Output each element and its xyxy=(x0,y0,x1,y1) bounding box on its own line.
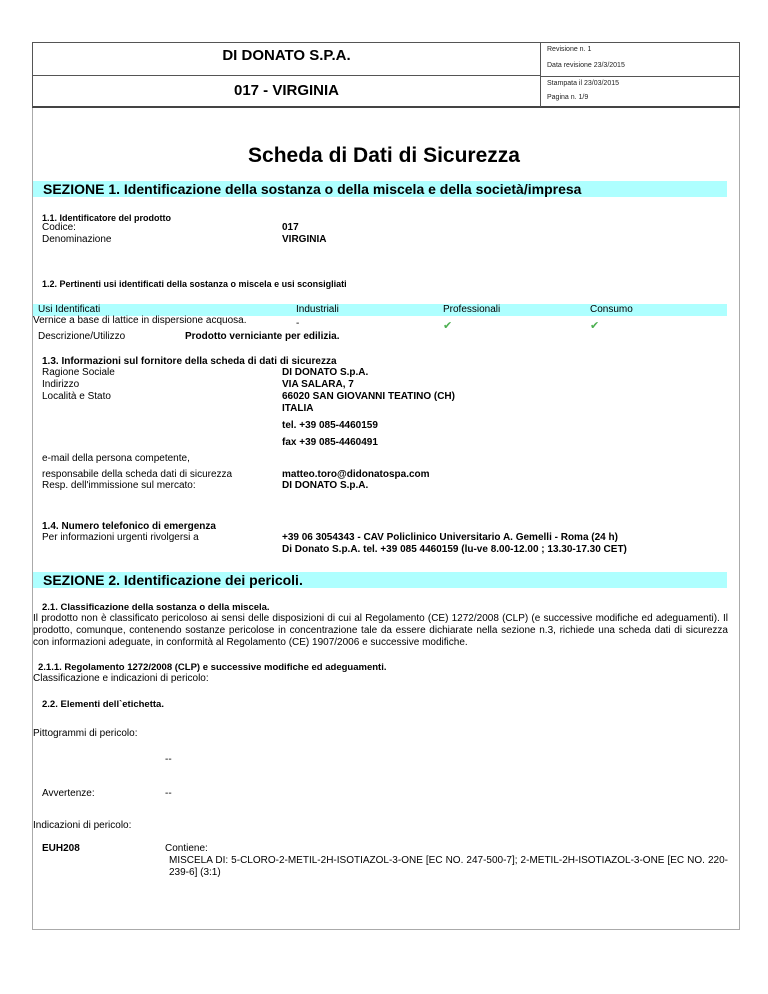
classification-paragraph: Il prodotto non è classificato pericoloso ai sensi delle disposizioni di cui al Regolamento (CE) 1272/2008 (CLP) (e successive modifiche ed adeguamenti). Il prodotto, comunque, contenendo sostanze pericolose in concentrazione tale da essere dichiarate nella sezione n.3, richiede una scheda dati di sicurezza con informazioni adeguate, in conformità al Regolamento (CE) 1907/2006 e successive modifiche. xyxy=(33,613,728,648)
heading-2-2: 2.2. Elementi dell`etichetta. xyxy=(42,699,164,710)
desc-value: Prodotto verniciante per edilizia. xyxy=(185,331,340,342)
pictograms-label: Pittogrammi di pericolo: xyxy=(33,728,138,739)
page-title: Scheda di Dati di Sicurezza xyxy=(248,144,520,167)
product-name: 017 - VIRGINIA xyxy=(33,76,541,107)
localita-label: Località e Stato xyxy=(42,391,111,402)
pictograms-value: -- xyxy=(165,754,172,765)
section-1-heading: SEZIONE 1. Identificazione della sostanza o della miscela e della società/impresa xyxy=(33,181,727,197)
market-value: DI DONATO S.p.A. xyxy=(282,480,369,491)
emergency-line-2: Di Donato S.p.A. tel. +39 085 4460159 (lu-ve 8.00-12.00 ; 13.30-17.30 CET) xyxy=(282,544,627,555)
market-label: Resp. dell'immissione sul mercato: xyxy=(42,480,196,491)
indirizzo-value: VIA SALARA, 7 xyxy=(282,379,354,390)
hazard-statements-label: Indicazioni di pericolo: xyxy=(33,820,132,831)
col-professionali: Professionali xyxy=(443,304,501,315)
desc-label: Descrizione/Utilizzo xyxy=(38,331,126,342)
contiene-label: Contiene: xyxy=(165,843,208,854)
check-icon: ✔ xyxy=(590,320,600,332)
codice-value: 017 xyxy=(282,222,299,233)
email-link[interactable]: matteo.toro@didonatospa.com xyxy=(282,469,430,480)
page-number: Pagina n. 1/9 xyxy=(547,94,589,101)
col-industriali: Industriali xyxy=(296,304,339,315)
section-2-heading: SEZIONE 2. Identificazione dei pericoli. xyxy=(33,572,727,588)
urgent-label: Per informazioni urgenti rivolgersi a xyxy=(42,532,199,543)
responsabile-label: responsabile della scheda dati di sicurezza xyxy=(42,469,233,480)
ragione-value: DI DONATO S.p.A. xyxy=(282,367,369,378)
denominazione-label: Denominazione xyxy=(42,234,112,245)
heading-2-1-1: 2.1.1. Regolamento 1272/2008 (CLP) e successive modifiche ed adeguamenti. xyxy=(38,662,387,673)
document-header xyxy=(32,42,740,108)
ragione-label: Ragione Sociale xyxy=(42,367,115,378)
heading-1-4: 1.4. Numero telefonico di emergenza xyxy=(42,521,216,532)
use-label: Vernice a base di lattice in dispersione acquosa. xyxy=(33,315,247,326)
localita-value: 66020 SAN GIOVANNI TEATINO (CH) xyxy=(282,391,455,402)
use-industriali: - xyxy=(296,318,300,329)
heading-1-3: 1.3. Informazioni sul fornitore della scheda di dati di sicurezza xyxy=(42,356,337,367)
avvertenze-value: -- xyxy=(165,788,172,799)
heading-2-1: 2.1. Classificazione della sostanza o della miscela. xyxy=(42,602,270,613)
denominazione-value: VIRGINIA xyxy=(282,234,327,245)
euh-code: EUH208 xyxy=(42,843,80,854)
company-name: DI DONATO S.P.A. xyxy=(33,43,541,76)
avvertenze-label: Avvertenze: xyxy=(42,788,95,799)
col-usi: Usi Identificati xyxy=(38,304,101,315)
contiene-text: MISCELA DI: 5-CLORO-2-METIL-2H-ISOTIAZOL-3-ONE [EC NO. 247-500-7]; 2-METIL-2H-ISOTIAZOL-3-ONE [EC NO. 220-239-6] (3:1) xyxy=(169,855,728,878)
check-icon: ✔ xyxy=(443,320,453,332)
revision-date: Data revisione 23/3/2015 xyxy=(547,62,625,69)
codice-label: Codice: xyxy=(42,222,76,233)
indirizzo-label: Indirizzo xyxy=(42,379,80,390)
page-frame xyxy=(32,108,740,930)
print-date: Stampata il 23/03/2015 xyxy=(547,80,619,87)
country-value: ITALIA xyxy=(282,403,314,414)
email-label: e-mail della persona competente, xyxy=(42,453,190,464)
col-consumo: Consumo xyxy=(590,304,633,315)
heading-1-1: 1.1. Identificatore del prodotto xyxy=(42,213,172,223)
fax: fax +39 085-4460491 xyxy=(282,437,378,448)
telephone: tel. +39 085-4460159 xyxy=(282,420,378,431)
emergency-line-1: +39 06 3054343 - CAV Policlinico Universitario A. Gemelli - Roma (24 h) xyxy=(282,532,618,543)
heading-1-2: 1.2. Pertinenti usi identificati della sostanza o miscela e usi sconsigliati xyxy=(42,279,347,289)
revision: Revisione n. 1 xyxy=(547,46,592,53)
classification-label: Classificazione e indicazioni di pericolo: xyxy=(33,673,209,684)
